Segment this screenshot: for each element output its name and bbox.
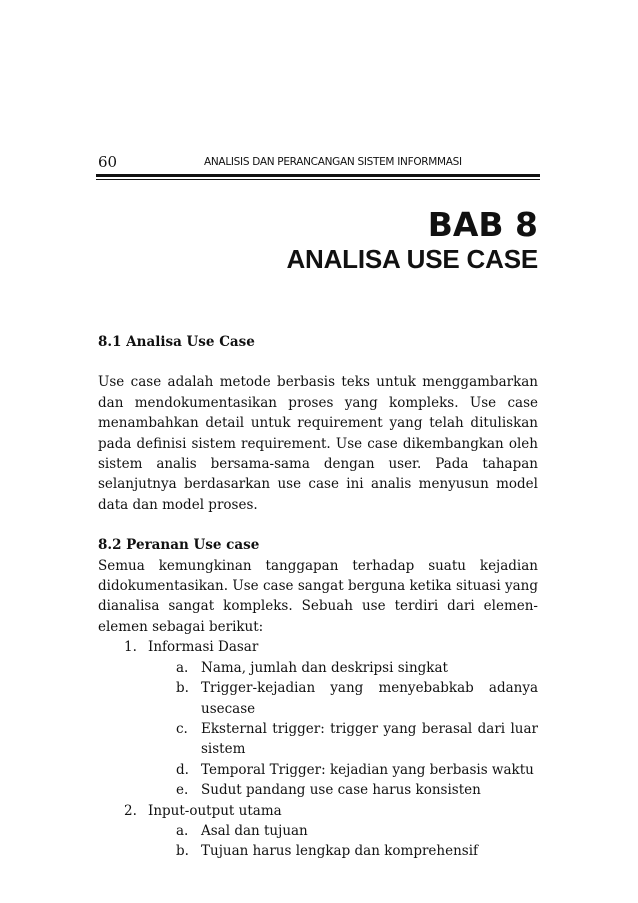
sub-list-item-text: Nama, jumlah dan deskripsi singkat: [201, 659, 448, 676]
sub-list-item-marker: e.: [176, 782, 189, 799]
sub-list-item-marker: b.: [176, 680, 189, 697]
sub-list-item-marker: b.: [176, 843, 189, 860]
sub-list-item: [98, 719, 538, 760]
sub-list-item-text: Temporal Trigger: kejadian yang berbasis waktu: [201, 761, 534, 778]
sub-list-item: [98, 780, 538, 800]
sub-list-item: [98, 841, 538, 861]
page-number: 60: [98, 153, 118, 171]
list-item-marker: 2.: [124, 802, 137, 819]
sub-list-item-marker: c.: [176, 720, 188, 737]
sub-list-item-marker: a.: [176, 659, 189, 676]
list-item: [98, 637, 538, 657]
section-2-heading: 8.2 Peranan Use case: [98, 537, 260, 554]
element-list: [98, 637, 538, 861]
list-item-marker: 1.: [124, 639, 137, 656]
list-item: [98, 801, 538, 821]
list-item-label: Informasi Dasar: [148, 639, 259, 656]
header-rule-thin: [96, 179, 540, 180]
sub-list-item-text: Eksternal trigger: trigger yang berasal dari luar sistem: [201, 720, 538, 758]
section-2-paragraph: Semua kemungkinan tanggapan terhadap suatu kejadian didokumentasikan. Use case sangat berguna ketika situasi yang dianalisa sangat kompleks. Sebuah use terdiri dari elemen-elemen sebagai berikut:: [98, 557, 538, 635]
sub-list-item: [98, 821, 538, 841]
sub-list-item-text: Trigger-kejadian yang menyebabkab adanya usecase: [201, 680, 538, 717]
sub-list-item-marker: a.: [176, 822, 189, 839]
chapter-number: BAB 8: [427, 205, 538, 244]
list-item-label: Input-output utama: [148, 802, 282, 819]
chapter-title: ANALISA USE CASE: [286, 244, 538, 274]
sub-list-item-text: Sudut pandang use case harus konsisten: [201, 782, 481, 799]
running-title: ANALISIS DAN PERANCANGAN SISTEM INFORMMASI: [204, 156, 462, 168]
sub-list-item-text: Tujuan harus lengkap dan komprehensif: [201, 843, 479, 860]
sub-list-item: [98, 658, 538, 678]
sub-list-item: [98, 678, 538, 719]
section-1-paragraph: Use case adalah metode berbasis teks untuk menggambarkan dan mendokumentasikan proses yang kompleks. Use case menambahkan detail untuk requirement yang telah dituliskan pada definisi sistem requirement. Use case dikembangkan oleh sistem analis bersama-sama dengan user. Pada tahapan selanjutnya berdasarkan use case ini analis menyusun model data dan model proses.: [98, 374, 538, 513]
sub-list-item-marker: d.: [176, 761, 189, 778]
page-body: [98, 332, 538, 862]
section-1-heading: 8.1 Analisa Use Case: [98, 334, 255, 350]
sub-list-item: [98, 760, 538, 780]
header-rule-thick: [96, 174, 540, 177]
sub-list-item-text: Asal dan tujuan: [201, 822, 308, 839]
